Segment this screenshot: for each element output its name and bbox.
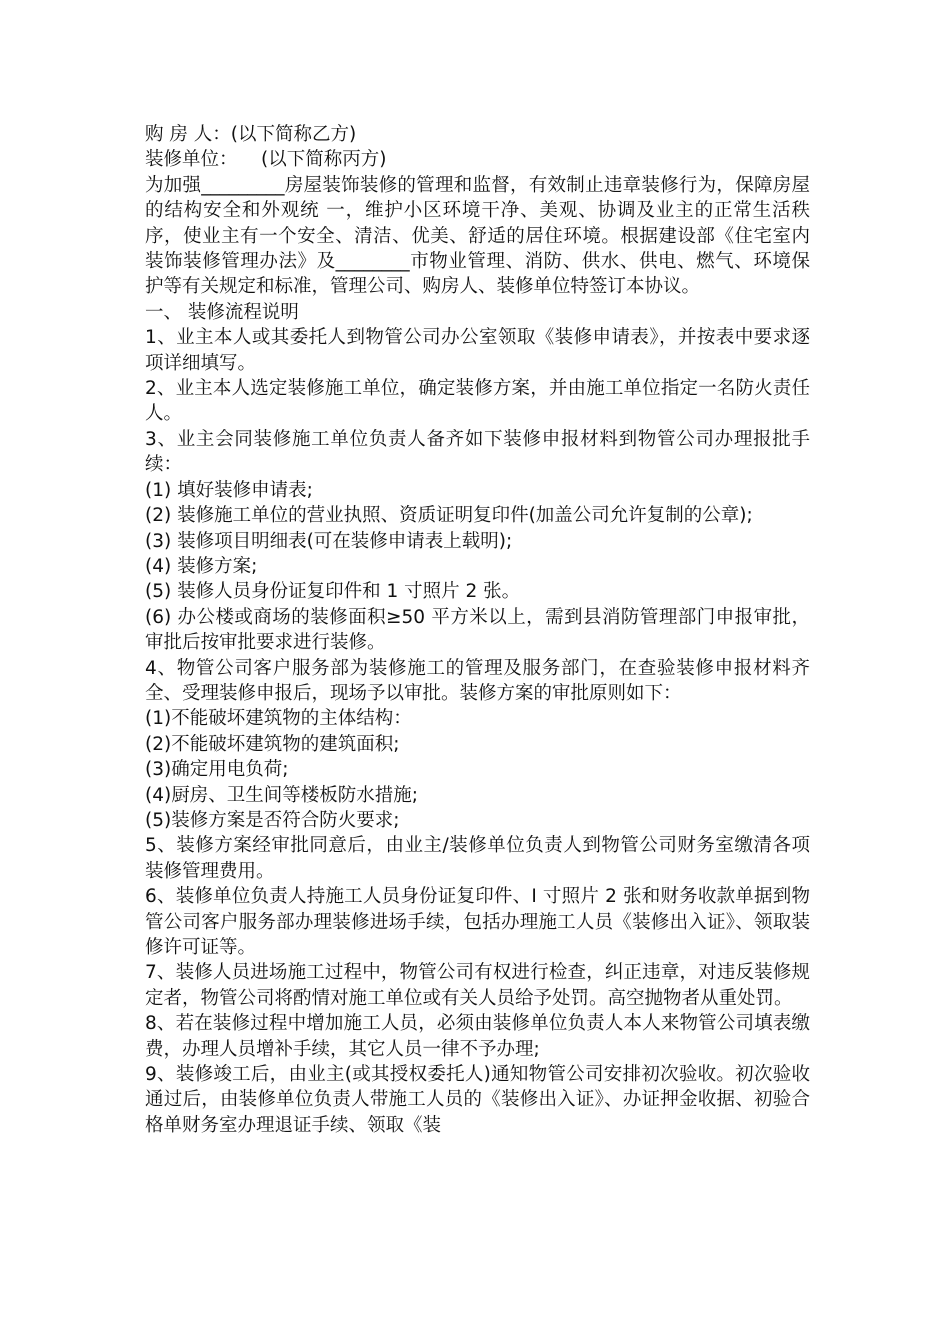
party-b-line: 购 房 人：(以下简称乙方)	[145, 124, 357, 145]
item-9: 9、装修竣工后，由业主(或其授权委托人)通知物管公司安排初次验收。初次验收通过后，由装修单位负责人带施工人员的《装修出入证》、办证押金收据、初验合格单财务室办理退证手续、领取《装	[145, 1064, 810, 1136]
item-3-sub-5: (5) 装修人员身份证复印件和 1 寸照片 2 张。	[145, 581, 521, 603]
document-page	[145, 122, 810, 1138]
item-6: 6、装修单位负责人持施工人员身份证复印件、I 寸照片 2 张和财务收款单据到物管公司客户服务部办理装修进场手续，包括办理施工人员《装修出入证》、领取装修许可证等。	[145, 886, 810, 958]
item-7: 7、装修人员进场施工过程中，物管公司有权进行检查，纠正违章，对违反装修规定者，物管公司将酌情对施工单位或有关人员给予处罚。高空抛物者从重处罚。	[145, 962, 810, 1009]
item-3-sub-4: (4) 装修方案;	[145, 555, 258, 577]
item-2: 2、业主本人选定装修施工单位，确定装修方案，并由施工单位指定一名防火责任人。	[145, 378, 810, 425]
item-3: 3、业主会同装修施工单位负责人备齐如下装修申报材料到物管公司办理报批手续：	[145, 428, 810, 476]
section-heading: 一、 装修流程说明	[145, 301, 299, 323]
party-c-line: 装修单位： (以下简称丙方)	[145, 149, 387, 171]
intro-paragraph: 为加强_________房屋装饰装修的管理和监督，有效制止违章装修行为，保障房屋的结构安全和外观统 一，维护小区环境干净、美观、协调及业主的正常生活秩序，使业主有一个安全、清洁、优美、舒适的居住环境。根据建设部《住宅室内装饰装修管理办法》及________市物业管理、消防、供水、供电、燃气、环境保护等有关规定和标准，管理公司、购房人、装修单位特签订本协议。	[145, 174, 810, 298]
item-3-sub-1: (1) 填好装修申请表;	[145, 479, 313, 501]
item-3-sub-2: (2) 装修施工单位的营业执照、资质证明复印件(加盖公司允许复制的公章);	[145, 505, 753, 527]
item-8: 8、若在装修过程中增加施工人员，必须由装修单位负责人本人来物管公司填表缴费，办理人员增补手续，其它人员一律不予办理;	[145, 1013, 810, 1060]
item-1: 1、业主本人或其委托人到物管公司办公室领取《装修申请表》，并按表中要求逐项详细填写。	[145, 327, 810, 374]
item-3-sub-6: (6) 办公楼或商场的装修面积≥50 平方米以上，需到县消防管理部门申报审批，审批后按审批要求进行装修。	[145, 606, 810, 654]
item-3-sub-3: (3) 装修项目明细表(可在装修申请表上载明);	[145, 530, 513, 552]
item-4-sub-4: (4)厨房、卫生间等楼板防水措施;	[145, 784, 418, 806]
item-4-sub-3: (3)确定用电负荷;	[145, 759, 289, 781]
item-4-sub-5: (5)装修方案是否符合防火要求;	[145, 809, 400, 831]
item-5: 5、装修方案经审批同意后，由业主/装修单位负责人到物管公司财务室缴清各项装修管理费用。	[145, 835, 810, 882]
item-4: 4、物管公司客户服务部为装修施工的管理及服务部门，在查验装修申报材料齐全、受理装修申报后，现场予以审批。装修方案的审批原则如下：	[145, 657, 810, 704]
item-4-sub-2: (2)不能破坏建筑物的建筑面积;	[145, 733, 400, 755]
item-4-sub-1: (1)不能破坏建筑物的主体结构：	[145, 708, 412, 730]
